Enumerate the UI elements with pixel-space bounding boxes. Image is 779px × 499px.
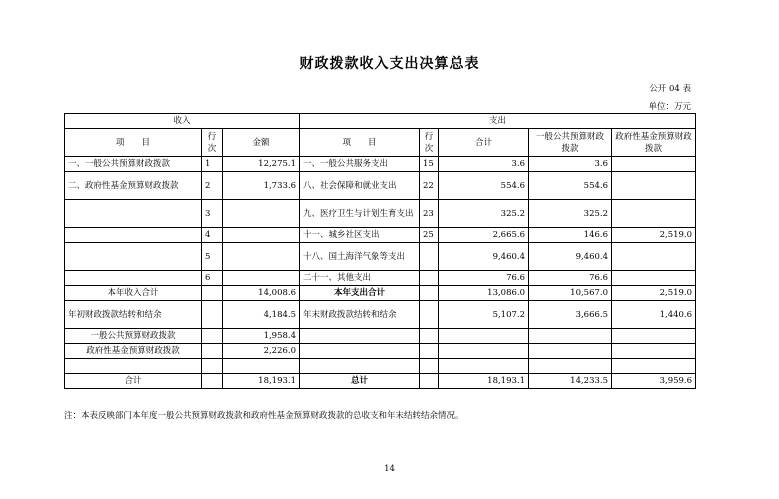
inc-item: 一、一般公共预算财政拨款 — [65, 157, 202, 172]
exp-total: 2,665.6 — [439, 228, 529, 243]
exp-fund — [612, 200, 696, 228]
carry-out-general: 3,666.5 — [529, 301, 612, 329]
budget-table — [64, 113, 696, 389]
inc-item: 二、政府性基金预算财政拨款 — [65, 172, 202, 200]
exp-line: 23 — [420, 200, 439, 228]
header-row-2 — [65, 129, 696, 157]
exp-item-header: 项 目 — [300, 129, 420, 157]
inc-amount: 1,733.6 — [223, 172, 300, 200]
inc-line: 4 — [202, 228, 223, 243]
exp-item: 八、社会保障和就业支出 — [300, 172, 420, 200]
exp-line — [420, 271, 439, 286]
exp-total: 325.2 — [439, 200, 529, 228]
total-header: 合计 — [439, 129, 529, 157]
carry-sub-row — [65, 329, 696, 344]
carry-sub-amount: 2,226.0 — [223, 344, 300, 359]
year-expense-fund: 2,519.0 — [612, 286, 696, 301]
blank-row — [65, 359, 696, 374]
inc-line: 1 — [202, 157, 223, 172]
carry-sub-row — [65, 344, 696, 359]
inc-line: 6 — [202, 271, 223, 286]
exp-item: 二十一、其他支出 — [300, 271, 420, 286]
inc-amount — [223, 200, 300, 228]
exp-line-header: 行次 — [420, 129, 439, 157]
exp-fund — [612, 243, 696, 271]
year-expense-total: 13,086.0 — [439, 286, 529, 301]
carry-sub-label: 政府性基金预算财政拨款 — [65, 344, 202, 359]
year-income-total-amount: 14,008.6 — [223, 286, 300, 301]
table-row — [65, 271, 696, 286]
page-number: 14 — [384, 464, 395, 474]
inc-amount: 12,275.1 — [223, 157, 300, 172]
exp-total: 76.6 — [439, 271, 529, 286]
unit-label: 单位：万元 — [648, 102, 691, 112]
year-income-total-label: 本年收入合计 — [65, 286, 202, 301]
exp-general: 146.6 — [529, 228, 612, 243]
exp-general: 3.6 — [529, 157, 612, 172]
exp-general: 76.6 — [529, 271, 612, 286]
year-expense-general: 10,567.0 — [529, 286, 612, 301]
exp-total: 9,460.4 — [439, 243, 529, 271]
carry-row — [65, 301, 696, 329]
exp-fund — [612, 157, 696, 172]
grand-total-general: 14,233.5 — [529, 374, 612, 389]
year-total-row — [65, 286, 696, 301]
carry-out-fund: 1,440.6 — [612, 301, 696, 329]
exp-line — [420, 243, 439, 271]
inc-line: 3 — [202, 200, 223, 228]
inc-amount — [223, 243, 300, 271]
exp-general: 554.6 — [529, 172, 612, 200]
exp-fund — [612, 172, 696, 200]
fund-header: 政府性基金预算财政拨款 — [612, 129, 696, 157]
exp-line: 22 — [420, 172, 439, 200]
exp-item: 九、医疗卫生与计划生育支出 — [300, 200, 420, 228]
page-title: 财政拨款收入支出决算总表 — [299, 56, 480, 72]
inc-item — [65, 271, 202, 286]
inc-item — [65, 200, 202, 228]
inc-line: 5 — [202, 243, 223, 271]
inc-amount-header: 金额 — [223, 129, 300, 157]
carry-sub-amount: 1,958.4 — [223, 329, 300, 344]
exp-item: 十八、国土海洋气象等支出 — [300, 243, 420, 271]
carry-in-amount: 4,184.5 — [223, 301, 300, 329]
table-row — [65, 157, 696, 172]
table-row — [65, 243, 696, 271]
table-row — [65, 228, 696, 243]
inc-line: 2 — [202, 172, 223, 200]
exp-total: 3.6 — [439, 157, 529, 172]
grand-total-row — [65, 374, 696, 389]
carry-in-label: 年初财政拨款结转和结余 — [65, 301, 202, 329]
inc-line-header: 行次 — [202, 129, 223, 157]
exp-line: 15 — [420, 157, 439, 172]
carry-out-label: 年末财政拨款结转和结余 — [300, 301, 420, 329]
inc-amount — [223, 271, 300, 286]
exp-item: 一、一般公共服务支出 — [300, 157, 420, 172]
inc-item — [65, 243, 202, 271]
exp-line: 25 — [420, 228, 439, 243]
general-header: 一般公共预算财政拨款 — [529, 129, 612, 157]
exp-general: 325.2 — [529, 200, 612, 228]
carry-out-total: 5,107.2 — [439, 301, 529, 329]
table-note: 注：本表反映部门本年度一般公共预算财政拨款和政府性基金预算财政拨款的总收支和年末结转结余情况。 — [64, 411, 464, 421]
table-row — [65, 200, 696, 228]
exp-total: 554.6 — [439, 172, 529, 200]
exp-fund: 2,519.0 — [612, 228, 696, 243]
exp-item: 十一、城乡社区支出 — [300, 228, 420, 243]
grand-total-label-2: 总计 — [300, 374, 420, 389]
grand-total-label: 合计 — [65, 374, 202, 389]
grand-total-fund: 3,959.6 — [612, 374, 696, 389]
expense-header: 支出 — [300, 114, 696, 129]
grand-total-total: 18,193.1 — [439, 374, 529, 389]
form-code: 公开 04 表 — [649, 84, 691, 94]
inc-amount — [223, 228, 300, 243]
exp-fund — [612, 271, 696, 286]
income-header: 收入 — [65, 114, 300, 129]
grand-total-income: 18,193.1 — [223, 374, 300, 389]
header-row-1 — [65, 114, 696, 129]
year-expense-total-label: 本年支出合计 — [300, 286, 420, 301]
table-row — [65, 172, 696, 200]
carry-sub-label: 一般公共预算财政拨款 — [65, 329, 202, 344]
exp-general: 9,460.4 — [529, 243, 612, 271]
inc-item-header: 项 目 — [65, 129, 202, 157]
inc-item — [65, 228, 202, 243]
